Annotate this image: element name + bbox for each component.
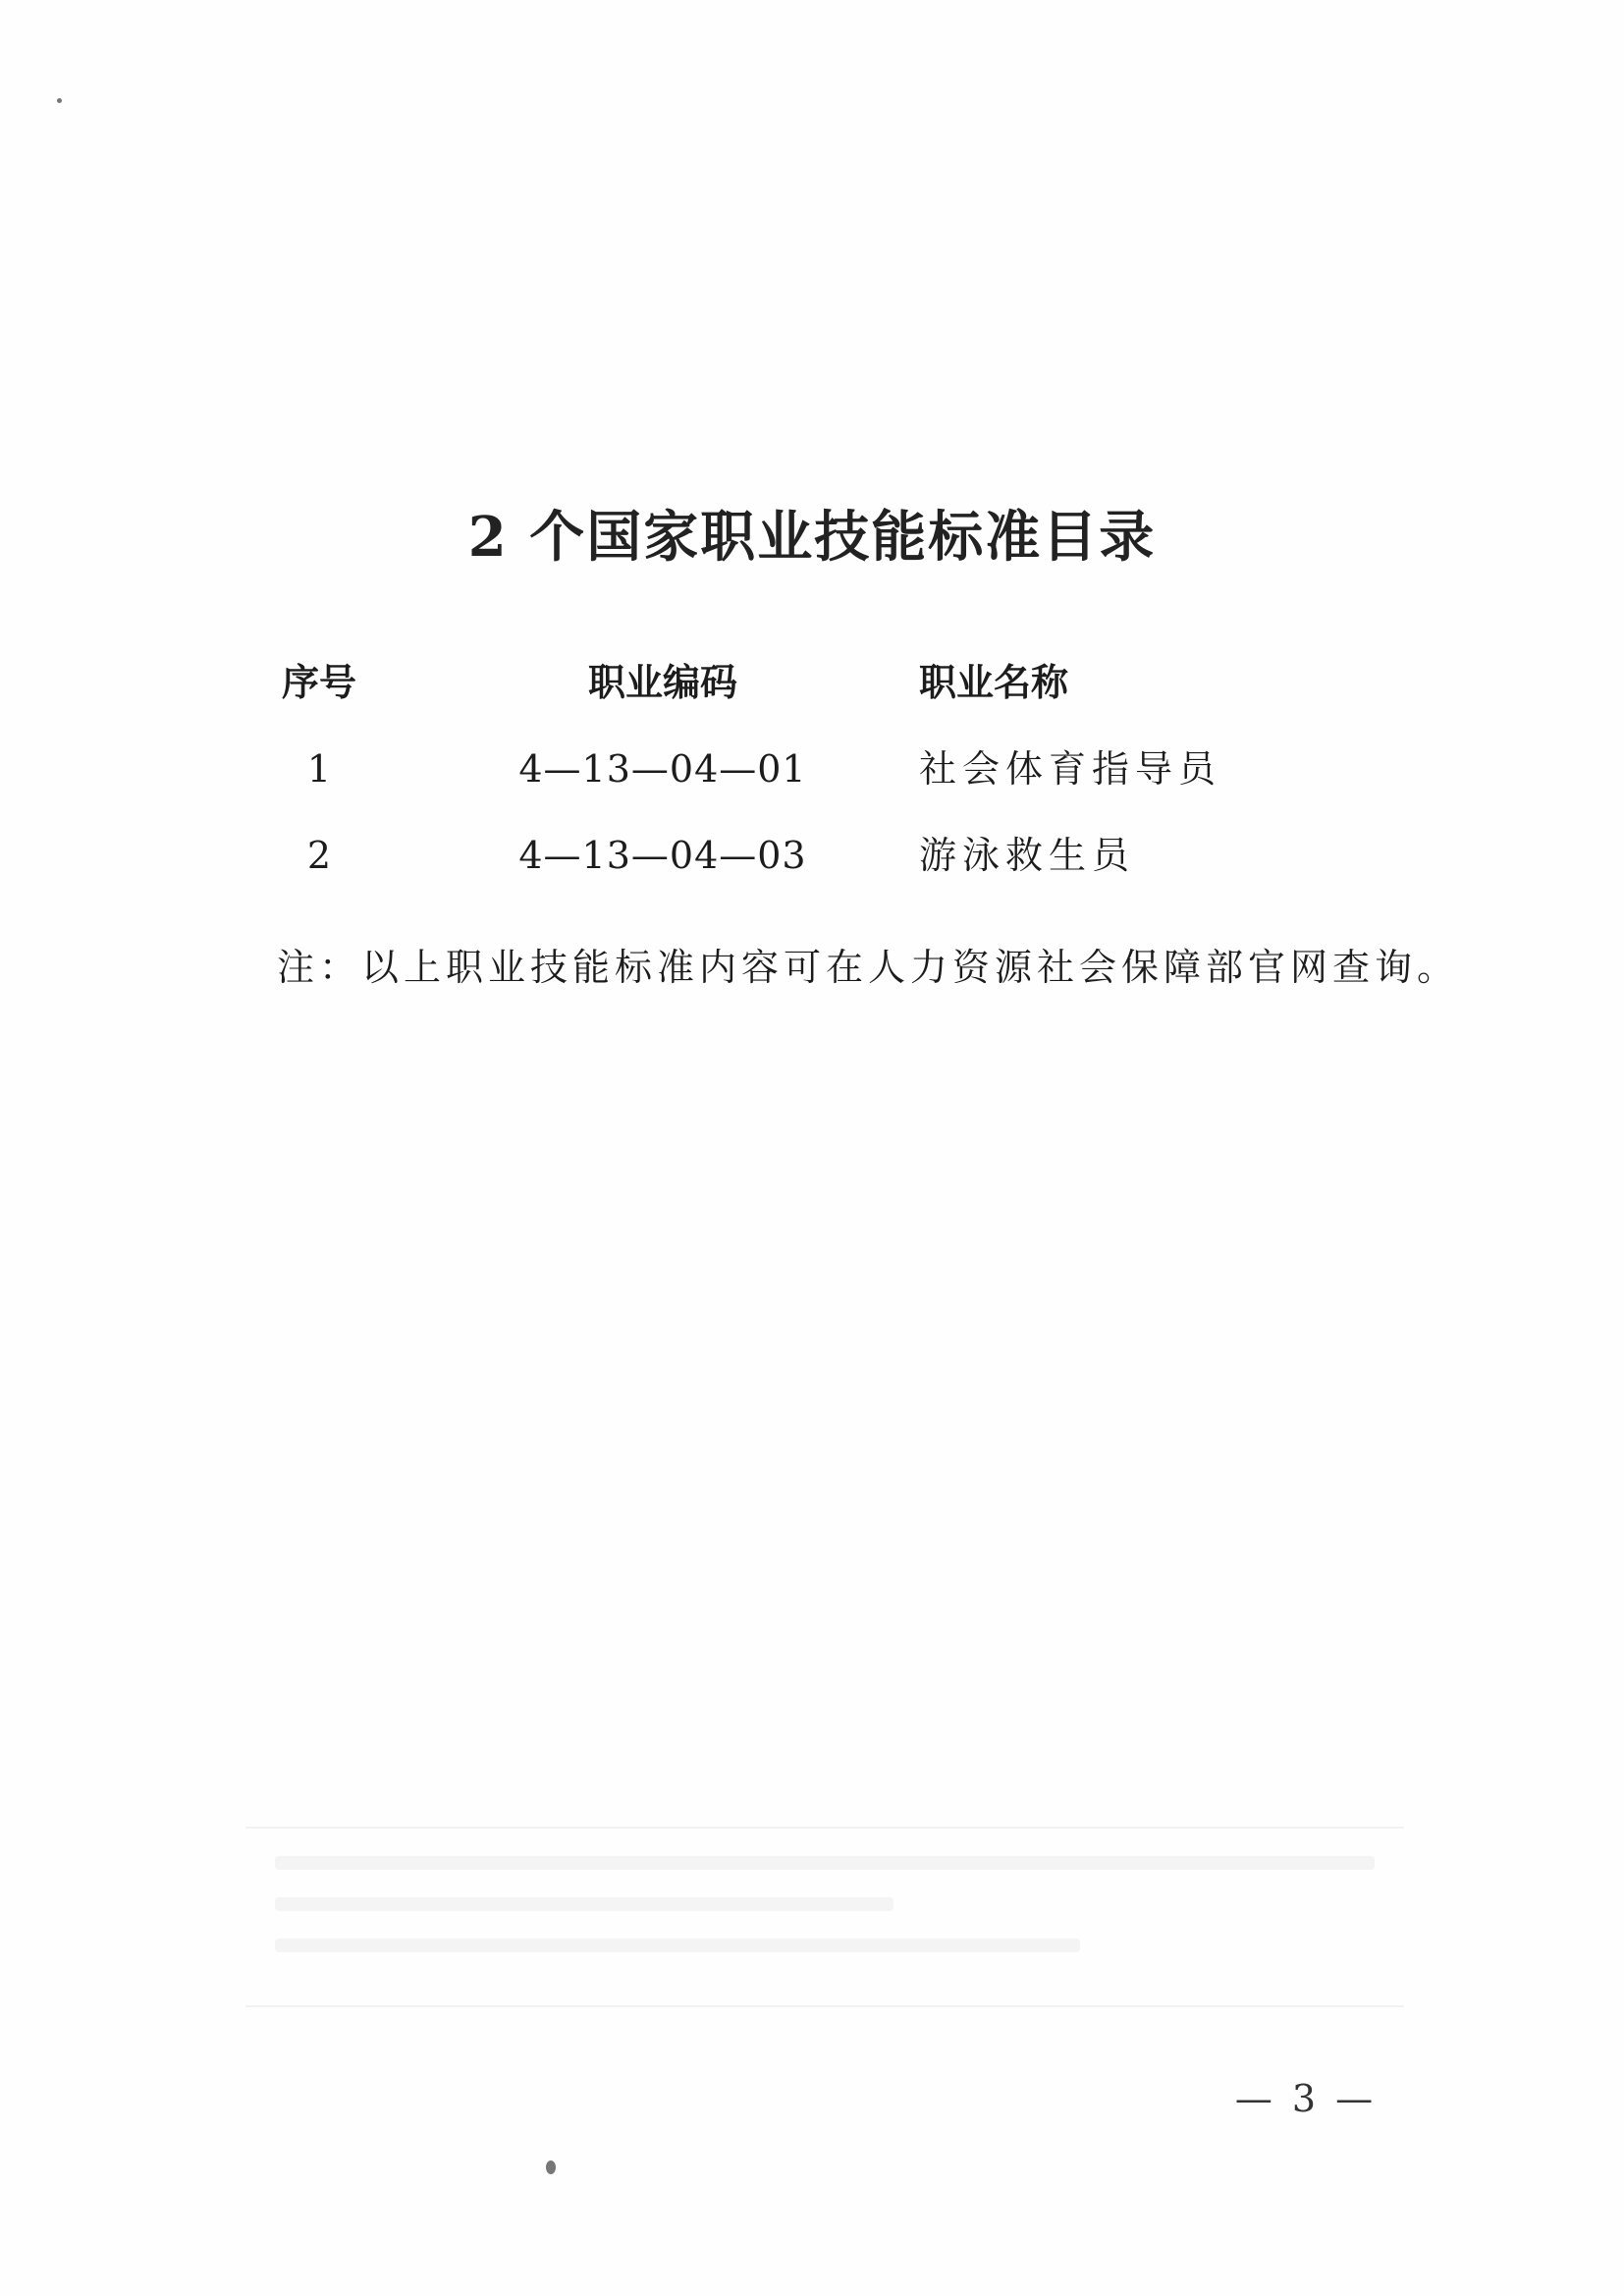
footnote: 注：以上职业技能标准内容可在人力资源社会保障部官网查询。 [277, 946, 1460, 989]
catalog-table [275, 653, 1404, 912]
scan-bleed-through [245, 1827, 1404, 2007]
scan-speck [546, 2160, 556, 2174]
scan-speck [57, 98, 62, 103]
header-code: 职业编码 [587, 661, 737, 704]
row-code: 4—13—04—03 [518, 834, 807, 877]
row-name: 游泳救生员 [919, 834, 1136, 877]
header-name: 职业名称 [919, 661, 1069, 704]
header-seq: 序号 [281, 661, 356, 704]
table-header-row [275, 653, 1404, 739]
row-code: 4—13—04—01 [518, 747, 807, 791]
table-row [275, 739, 1404, 826]
row-name: 社会体育指导员 [919, 747, 1222, 791]
row-seq: 1 [306, 747, 332, 791]
row-seq: 2 [306, 834, 332, 877]
table-row [275, 826, 1404, 912]
document-title: 2 个国家职业技能标准目录 [467, 504, 1157, 570]
page-number: — 3 — [1234, 2077, 1378, 2120]
